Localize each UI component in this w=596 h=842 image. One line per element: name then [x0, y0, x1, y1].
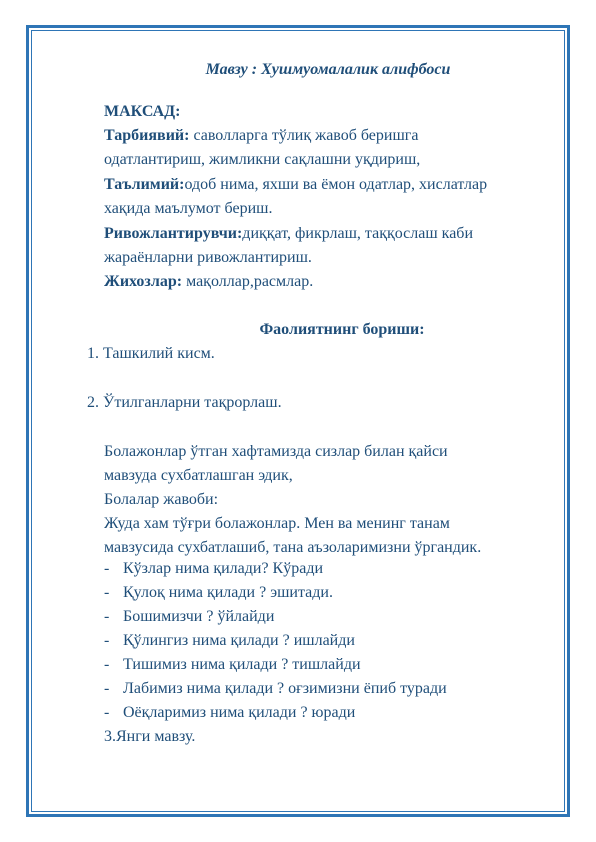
goal-jihozlar	[104, 273, 313, 291]
list-dash: -	[104, 656, 110, 673]
list-dash: -	[104, 704, 110, 721]
body-line: Жуда хам тўғри болажонлар. Мен ва менинг танам	[104, 515, 450, 532]
goal-tarbiyaviy-label: Тарбиявий:	[104, 127, 190, 144]
body-line: мавзусида сухбатлашиб, тана аъзоларимизни ўргандик.	[104, 539, 482, 556]
goal-tarbiyaviy-text: саволларга тўлиқ жавоб беришга	[189, 127, 419, 144]
goal-rivojlantiruvchi-cont: жараёнларни ривожлантириш.	[104, 249, 312, 266]
document-title: Мавзу : Хушмуомалалик алифбоси	[205, 61, 451, 78]
step-2: 2. Ўтилганларни тақрорлаш.	[87, 394, 282, 411]
qa-item: Тишимиз нима қилади ? тишлайди	[123, 656, 361, 673]
body-line: мавзуда сухбатлашган эдик,	[104, 467, 293, 484]
goal-tarbiyaviy	[104, 127, 418, 145]
qa-item: Қулоқ нима қилади ? эшитади.	[123, 584, 333, 601]
qa-item: Кўзлар нима қилади? Кўради	[123, 560, 324, 577]
goal-tarbiyaviy-cont: одатлантириш, жимликни сақлашни уқдириш,	[104, 151, 421, 168]
goal-jihozlar-label: Жихозлар:	[104, 273, 183, 290]
list-dash: -	[104, 608, 110, 625]
goal-talimiy-text: одоб нима, яхши ва ёмон одатлар, хислатлар	[184, 176, 488, 193]
body-line: Болалар жавоби:	[104, 491, 219, 508]
goal-rivojlantiruvchi	[104, 225, 473, 243]
list-dash: -	[104, 560, 110, 577]
qa-item: Лабимиз нима қилади ? оғзимизни ёпиб туради	[123, 680, 447, 697]
goal-talimiy-label: Таълимий:	[104, 176, 185, 193]
step-1: 1. Ташкилий кисм.	[87, 345, 215, 362]
qa-item: Бошимизчи ? ўйлайди	[123, 608, 275, 625]
goal-heading: МАКСАД:	[104, 103, 181, 120]
new-topic: 3.Янги мавзу.	[104, 728, 196, 745]
qa-item: Қўлингиз нима қилади ? ишлайди	[123, 632, 355, 649]
goal-rivojlantiruvchi-label: Ривожлантирувчи:	[104, 225, 243, 242]
goal-talimiy	[104, 176, 487, 194]
goal-rivojlantiruvchi-text: диққат, фикрлаш, таққослаш каби	[242, 225, 473, 242]
activity-heading: Фаолиятнинг бориши:	[259, 321, 425, 338]
body-line: Болажонлар ўтган хафтамизда сизлар билан қайси	[104, 443, 448, 460]
list-dash: -	[104, 584, 110, 601]
qa-item: Оёқларимиз нима қилади ? юради	[123, 704, 356, 721]
list-dash: -	[104, 632, 110, 649]
goal-talimiy-cont: хақида маълумот бериш.	[104, 200, 273, 217]
list-dash: -	[104, 680, 110, 697]
goal-jihozlar-text: мақоллар,расмлар.	[182, 273, 314, 290]
